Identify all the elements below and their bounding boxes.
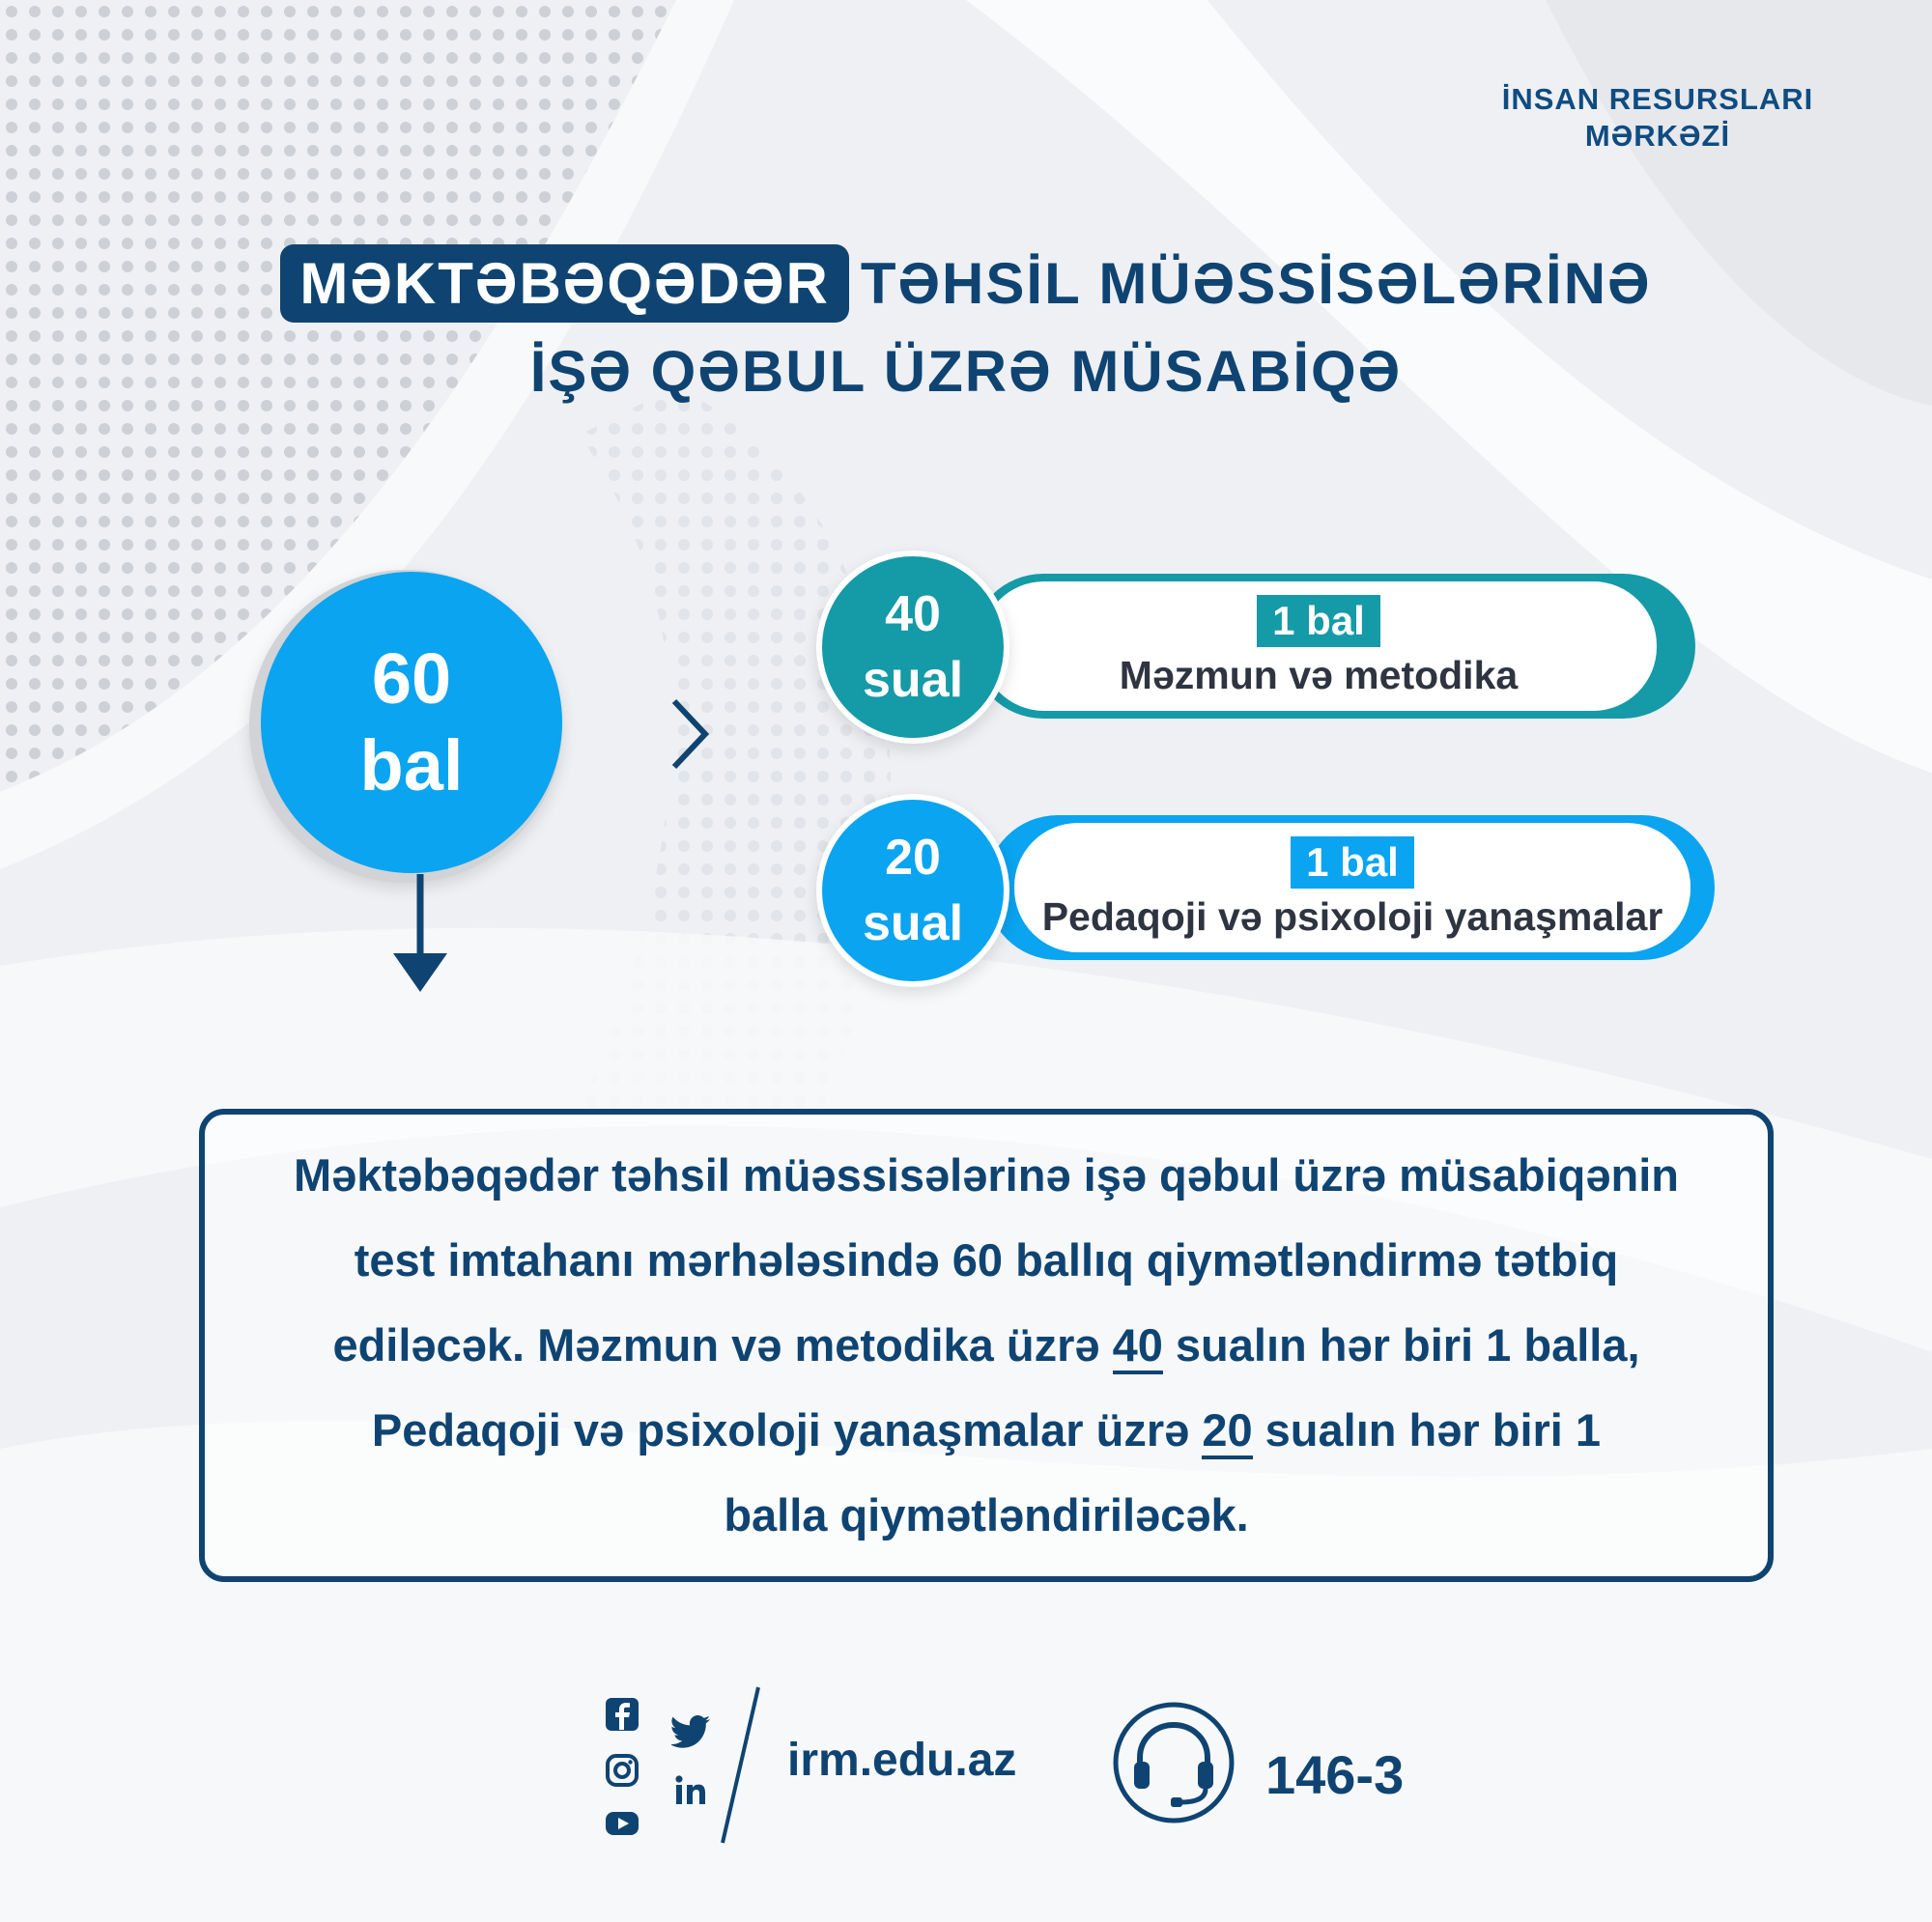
item-pill-2-inner	[1014, 823, 1690, 952]
description-line4-pre: Pedaqoji və psixoloji yanaşmalar üzrə	[371, 1404, 1203, 1456]
total-unit: bal	[359, 725, 464, 806]
organization-logo-text	[1484, 81, 1832, 155]
item-pill-1	[971, 574, 1695, 719]
arrow-down-icon	[382, 874, 459, 1000]
item-1-unit: sual	[862, 652, 964, 708]
item-1-count: 40	[885, 586, 941, 642]
description-line4	[294, 1388, 1679, 1473]
title-highlight: MƏKTƏBƏQƏDƏR	[280, 244, 848, 323]
youtube-icon[interactable]	[605, 1806, 639, 1841]
item-2-badge: 1 bal	[1291, 836, 1414, 889]
facebook-icon[interactable]	[605, 1697, 639, 1732]
item-2-unit: sual	[862, 895, 964, 951]
headset-icon	[1111, 1700, 1236, 1825]
description-line2: test imtahanı mərhələsində 60 ballıq qiymətləndirmə tətbiq	[354, 1234, 1619, 1286]
description-line3-post: sualın hər biri 1 balla,	[1162, 1319, 1640, 1371]
description-line1: Məktəbəqədər təhsil müəssisələrinə işə qəbul üzrə müsabiqənin	[294, 1149, 1679, 1201]
title-line1	[0, 240, 1932, 326]
phone-number[interactable]: 146-3	[1265, 1744, 1405, 1805]
title-line2: İŞƏ QƏBUL ÜZRƏ MÜSABİQƏ	[529, 339, 1403, 404]
item-pill-1-inner	[980, 581, 1657, 711]
website-link[interactable]: irm.edu.az	[787, 1735, 1017, 1786]
chevron-right-icon	[667, 695, 715, 773]
total-value: 60	[371, 638, 452, 719]
org-line2: MƏRKƏZİ	[1584, 119, 1731, 153]
instagram-icon[interactable]	[605, 1753, 639, 1788]
item-2-count: 20	[885, 830, 941, 886]
item-2-question-circle	[816, 794, 1009, 987]
description-box	[199, 1109, 1774, 1582]
total-score-circle	[261, 572, 562, 873]
description-line5: balla qiymətləndiriləcək.	[724, 1489, 1249, 1540]
item-1-question-circle	[816, 551, 1009, 744]
description-line4-number: 20	[1202, 1404, 1252, 1459]
item-2-label: Pedaqoji və psixoloji yanaşmalar	[1041, 893, 1663, 939]
footer-divider	[715, 1685, 763, 1845]
item-pill-2	[985, 815, 1715, 960]
linkedin-icon[interactable]	[673, 1773, 708, 1808]
item-1-label: Məzmun və metodika	[1119, 652, 1519, 697]
description-line3	[294, 1303, 1679, 1388]
description-line4-post: sualın hər biri 1	[1252, 1404, 1602, 1456]
description-line3-pre: ediləcək. Məzmun və metodika üzrə	[332, 1319, 1113, 1371]
title-rest: TƏHSİL MÜƏSSİSƏLƏRİNƏ	[860, 250, 1652, 316]
description-text	[294, 1133, 1679, 1558]
item-1-badge: 1 bal	[1257, 595, 1380, 647]
description-line3-number: 40	[1113, 1319, 1163, 1374]
twitter-icon[interactable]	[671, 1714, 712, 1751]
org-line1: İNSAN RESURSLARI	[1501, 82, 1814, 116]
